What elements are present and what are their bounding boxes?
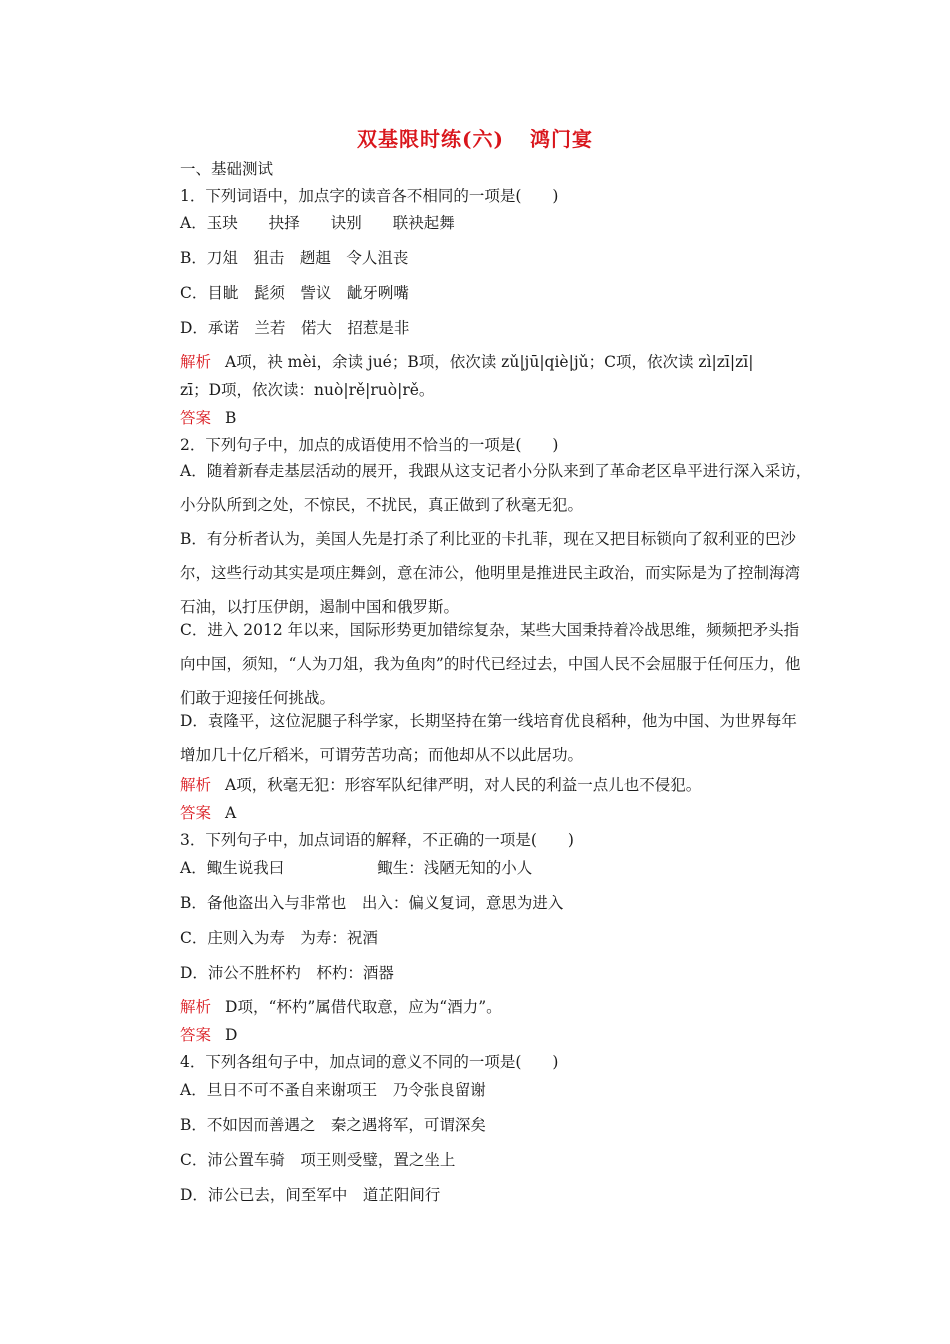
- q1-option-d: D．承诺 兰若 偌大 招惹是非: [180, 319, 410, 337]
- answer-label: 答案: [180, 1026, 212, 1044]
- q3-stem: 3．下列句子中，加点词语的解释，不正确的一项是( ): [180, 831, 574, 849]
- q1-option-a: A．玉玦 抉择 诀别 联袂起舞: [180, 214, 455, 232]
- analysis-text: D项，“杯杓”属借代取意，应为“酒力”。: [225, 998, 502, 1016]
- analysis-label: 解析: [180, 776, 212, 794]
- q3-option-d: D．沛公不胜杯杓 杯杓：酒器: [180, 964, 394, 982]
- q1-analysis: [180, 352, 753, 372]
- answer-label: 答案: [180, 804, 212, 822]
- q3-analysis: [180, 997, 502, 1017]
- answer-value: B: [225, 409, 237, 427]
- answer-value: A: [225, 804, 237, 822]
- page-title: [0, 123, 950, 152]
- q1-analysis-cont: zī；D项，依次读：nuò|rě|ruò|rě。: [180, 381, 435, 399]
- q2-option-d: D．袁隆平，这位泥腿子科学家，长期坚持在第一线培育优良稻种，他为中国、为世界每年增加几十亿斤稻米，可谓劳苦功高；而他却从不以此居功。: [180, 712, 797, 764]
- q2-analysis: [180, 775, 701, 795]
- q3-option-b: B．备他盗出入与非常也 出入：偏义复词，意思为进入: [180, 894, 564, 912]
- q1-stem: 1．下列词语中，加点字的读音各不相同的一项是( ): [180, 187, 559, 205]
- analysis-text: A项，秋毫无犯：形容军队纪律严明，对人民的利益一点儿也不侵犯。: [225, 776, 702, 794]
- q4-option-a: A．旦日不可不蚤自来谢项王 乃令张良留谢: [180, 1081, 486, 1099]
- q3-option-c: C．庄则入为寿 为寿：祝酒: [180, 929, 378, 947]
- section-heading: 一、基础测试: [180, 160, 274, 178]
- q3-option-a: A．鲰生说我曰 鲰生：浅陋无知的小人: [180, 859, 533, 877]
- title-main: 双基限时练(六): [357, 127, 504, 151]
- q2-answer: [180, 803, 236, 823]
- analysis-label: 解析: [180, 998, 212, 1016]
- q4-option-c: C．沛公置车骑 项王则受璧，置之坐上: [180, 1151, 456, 1169]
- q2-option-c: C．进入 2012 年以来，国际形势更加错综复杂，某些大国秉持着冷战思维，频频把矛头指向中国，须知，“人为刀俎，我为鱼肉”的时代已经过去，中国人民不会屈服于任何压力，他们敢于迎接任何挑战。: [180, 621, 801, 707]
- title-subtitle: 鸿门宴: [529, 127, 593, 151]
- answer-value: D: [225, 1026, 238, 1044]
- analysis-text: A项，袂 mèi，余读 jué；B项，依次读 zǔ|jū|qiè|jǔ；C项，依次读 zì|zī|zī|: [225, 353, 754, 371]
- q1-option-c: C．目眦 髭须 訾议 龇牙咧嘴: [180, 284, 409, 302]
- q2-option-b: B．有分析者认为，美国人先是打杀了利比亚的卡扎菲，现在又把目标锁向了叙利亚的巴沙尔，这些行动其实是项庄舞剑，意在沛公，他明里是推进民主政治，而实际是为了控制海湾石油，以打压伊朗，遏制中国和俄罗斯。: [180, 530, 801, 616]
- q2-option-a: A．随着新春走基层活动的展开，我跟从这支记者小分队来到了革命老区阜平进行深入采访，小分队所到之处，不惊民，不扰民，真正做到了秋毫无犯。: [180, 462, 812, 514]
- answer-label: 答案: [180, 409, 212, 427]
- q2-stem: 2．下列句子中，加点的成语使用不恰当的一项是( ): [180, 436, 559, 454]
- q4-option-d: D．沛公已去，间至军中 道芷阳间行: [180, 1186, 441, 1204]
- q3-answer: [180, 1025, 237, 1045]
- q4-option-b: B．不如因而善遇之 秦之遇将军，可谓深矣: [180, 1116, 486, 1134]
- q4-stem: 4．下列各组句子中，加点词的意义不同的一项是( ): [180, 1053, 559, 1071]
- analysis-label: 解析: [180, 353, 212, 371]
- q1-option-b: B．刀俎 狙击 趔趄 令人沮丧: [180, 249, 409, 267]
- q1-answer: [180, 408, 236, 428]
